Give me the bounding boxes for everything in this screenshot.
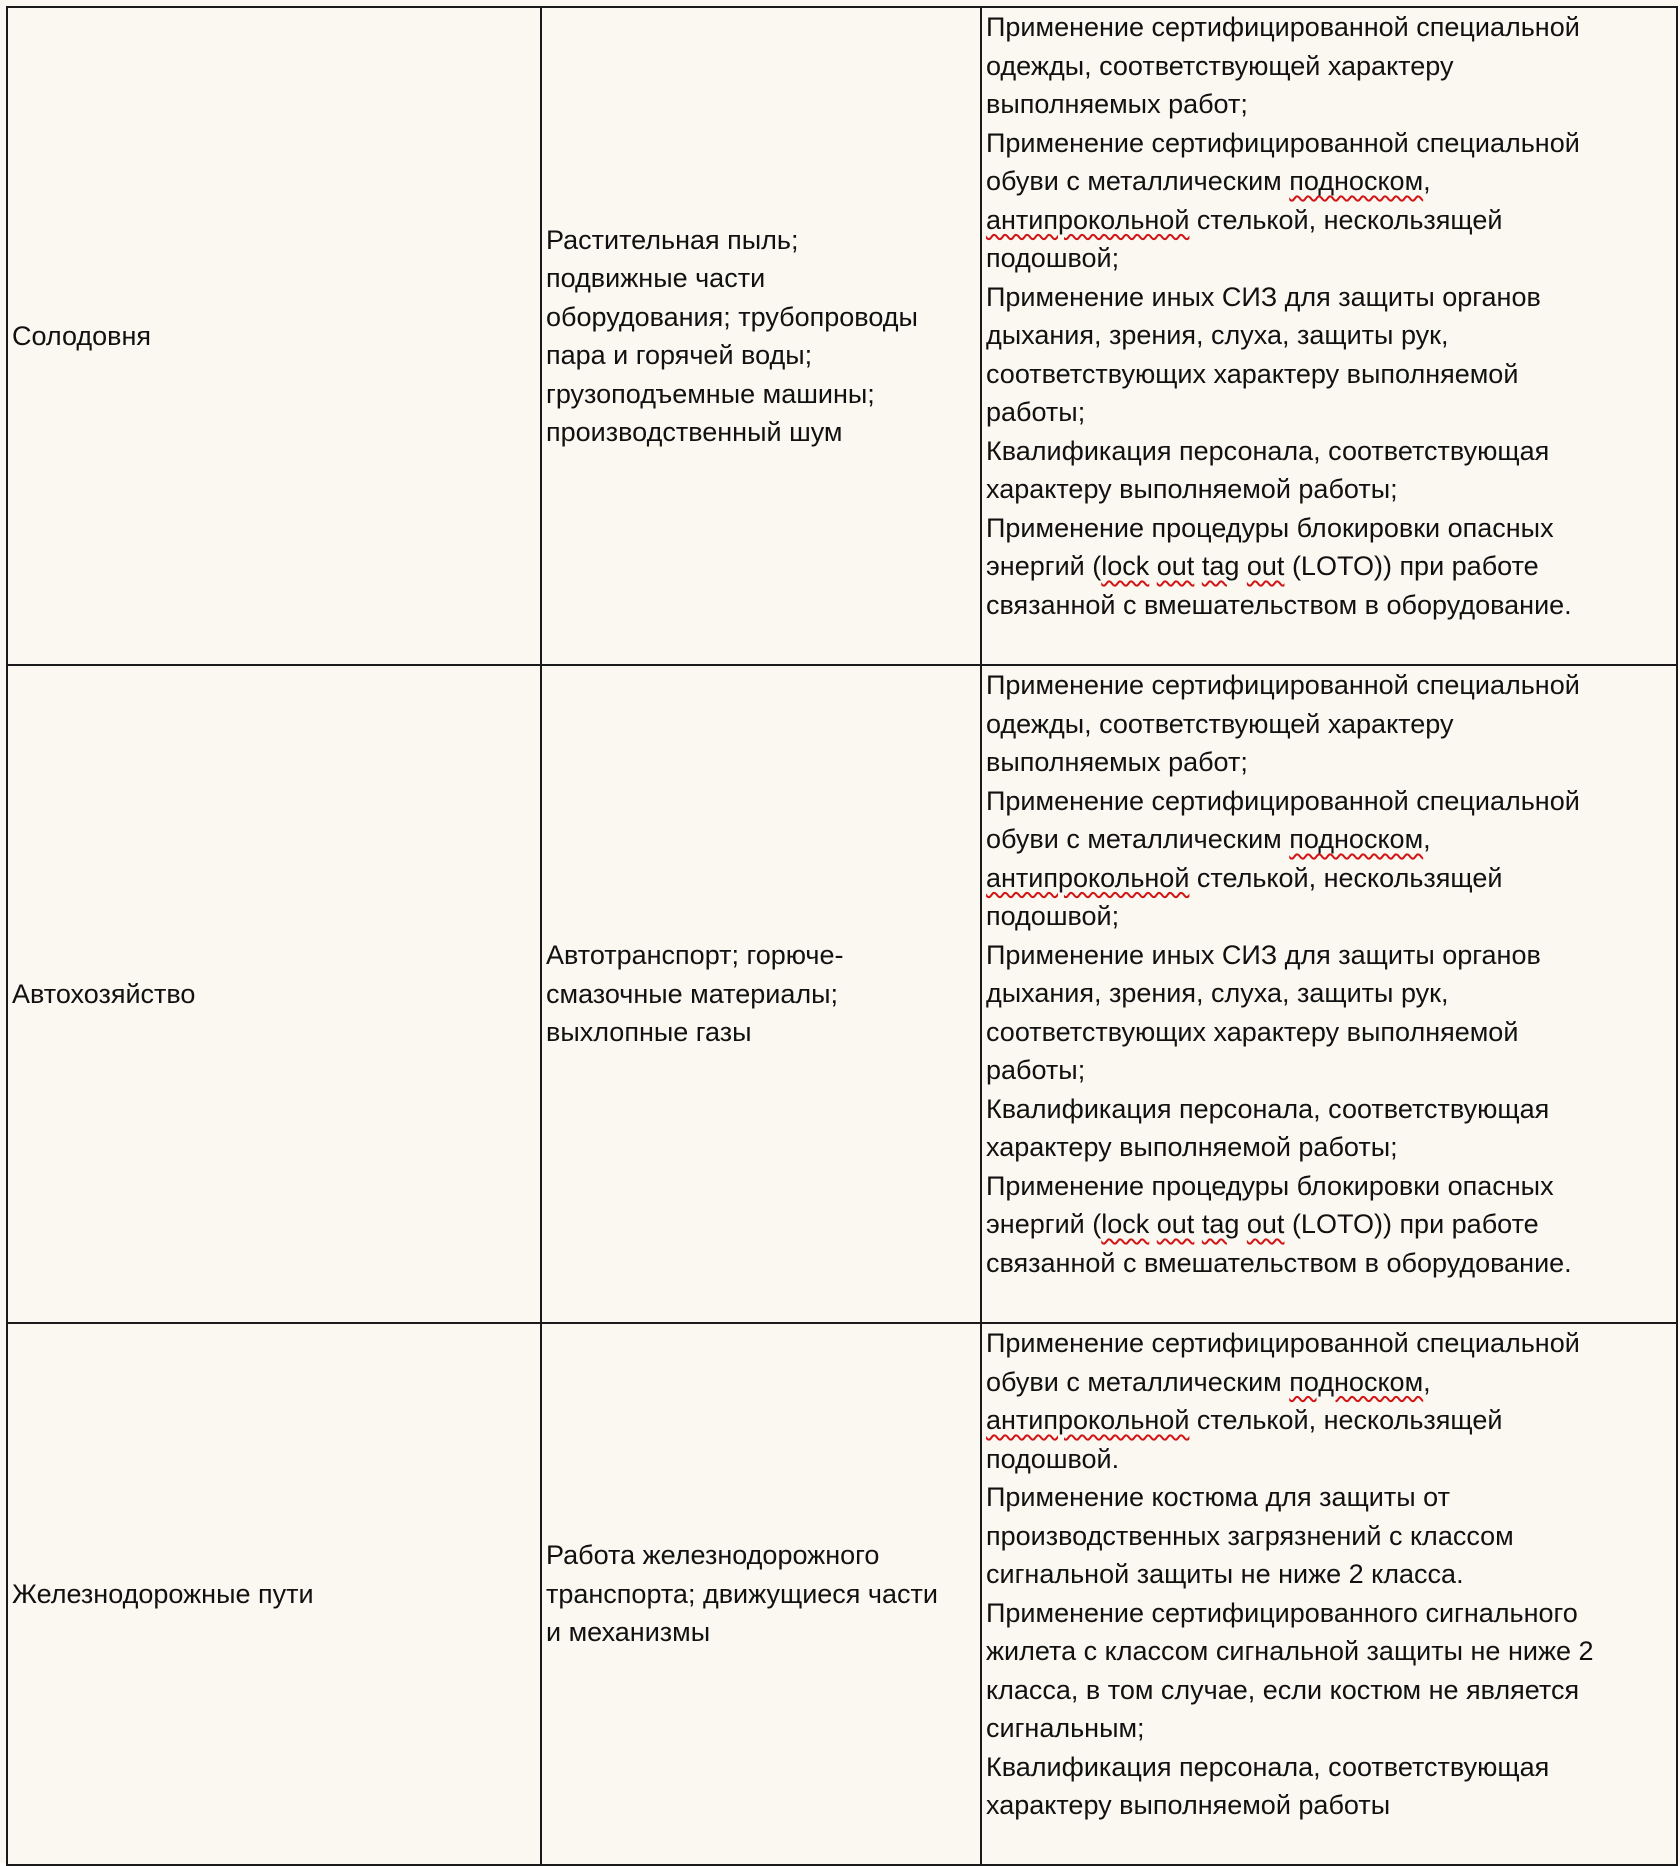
text-line: работы; (986, 1055, 1086, 1085)
text-line: подвижные части (546, 263, 766, 293)
text-line: Автотранспорт; горюче- (546, 940, 844, 971)
table-row (7, 1323, 1677, 1865)
text-line: обуви с металлическим подноском, (986, 1366, 1431, 1397)
text-line: Квалификация персонала, соответствующая (986, 435, 1550, 466)
table-row (7, 7, 1677, 665)
text-line: обуви с металлическим подноском, (986, 824, 1431, 854)
text-line: Применение процедуры блокировки опасных (986, 512, 1554, 543)
text-line: подошвой; (986, 901, 1120, 931)
area-name: Железнодорожные пути (12, 1578, 314, 1609)
text-line: Растительная пыль; (546, 224, 799, 255)
text-line: Квалификация персонала, соответствующая (986, 1093, 1550, 1124)
text-line: одежды, соответствующей характеру (986, 50, 1454, 81)
text-line: характеру выполняемой работы (986, 1790, 1391, 1820)
text-line: антипрокольной стелькой, нескользящей (986, 1405, 1503, 1435)
text-line: Применение сертифицированной специальной (986, 127, 1580, 158)
text-line: выполняемых работ; (986, 747, 1248, 777)
hazard-measures-table (6, 6, 1678, 1866)
text-line: соответствующих характеру выполняемой (986, 1016, 1519, 1047)
text-line: Применение сертифицированной специальной (986, 785, 1580, 816)
text-line: пара и горячей воды; (546, 340, 813, 370)
hazards-cell (541, 665, 981, 1323)
text-line: сигнальной защиты не ниже 2 класса. (986, 1559, 1464, 1589)
text-line: класса, в том случае, если костюм не является (986, 1674, 1580, 1705)
text-line: обуви с металлическим подноском, (986, 166, 1431, 196)
area-cell (7, 665, 541, 1323)
text-line: дыхания, зрения, слуха, защиты рук, (986, 978, 1449, 1008)
measures-cell (981, 1323, 1677, 1865)
text-line: работы; (986, 397, 1086, 427)
area-name: Солодовня (12, 320, 152, 351)
text-line: одежды, соответствующей характеру (986, 708, 1454, 739)
hazards-cell (541, 7, 981, 665)
text-line: оборудования; трубопроводы (546, 301, 918, 332)
area-cell (7, 1323, 541, 1865)
hazards-cell (541, 1323, 981, 1865)
text-line: Применение сертифицированной специальной (986, 12, 1580, 42)
text-line: смазочные материалы; (546, 978, 839, 1009)
text-line: связанной с вмешательством в оборудование. (986, 589, 1572, 620)
text-line: жилета с классом сигнальной защиты не ниже 2 (986, 1636, 1594, 1666)
text-line: производственный шум (546, 417, 843, 447)
text-line: производственных загрязнений с классом (986, 1520, 1514, 1551)
table-row (7, 665, 1677, 1323)
text-line: грузоподъемные машины; (546, 378, 875, 409)
text-line: Применение иных СИЗ для защиты органов (986, 281, 1541, 312)
text-line: Применение сертифицированной специальной (986, 1328, 1580, 1358)
text-line: подошвой; (986, 243, 1120, 273)
text-line: Работа железнодорожного (546, 1540, 880, 1571)
text-line: соответствующих характеру выполняемой (986, 358, 1519, 389)
text-line: энергий (lock out tag out (LOTO)) при работе (986, 551, 1539, 581)
text-line: Применение иных СИЗ для защиты органов (986, 939, 1541, 970)
text-line: сигнальным; (986, 1713, 1145, 1743)
text-line: транспорта; движущиеся части (546, 1578, 938, 1609)
measures-cell (981, 7, 1677, 665)
text-line: Квалификация персонала, соответствующая (986, 1751, 1550, 1782)
text-line: Применение сертифицированного сигнального (986, 1597, 1578, 1628)
text-line: подошвой. (986, 1443, 1120, 1474)
text-line: характеру выполняемой работы; (986, 1132, 1398, 1162)
text-line: антипрокольной стелькой, нескользящей (986, 862, 1503, 893)
measures-cell (981, 665, 1677, 1323)
text-line: Применение процедуры блокировки опасных (986, 1170, 1554, 1201)
text-line: Применение сертифицированной специальной (986, 670, 1580, 700)
area-cell (7, 7, 541, 665)
text-line: и механизмы (546, 1617, 711, 1648)
text-line: антипрокольной стелькой, нескользящей (986, 204, 1503, 235)
text-line: выполняемых работ; (986, 89, 1248, 119)
text-line: дыхания, зрения, слуха, защиты рук, (986, 320, 1449, 350)
text-line: характеру выполняемой работы; (986, 474, 1398, 504)
text-line: Применение костюма для защиты от (986, 1482, 1450, 1512)
area-name: Автохозяйство (12, 978, 196, 1009)
text-line: энергий (lock out tag out (LOTO)) при работе (986, 1209, 1539, 1239)
text-line: выхлопные газы (546, 1017, 752, 1048)
text-line: связанной с вмешательством в оборудование. (986, 1247, 1572, 1278)
